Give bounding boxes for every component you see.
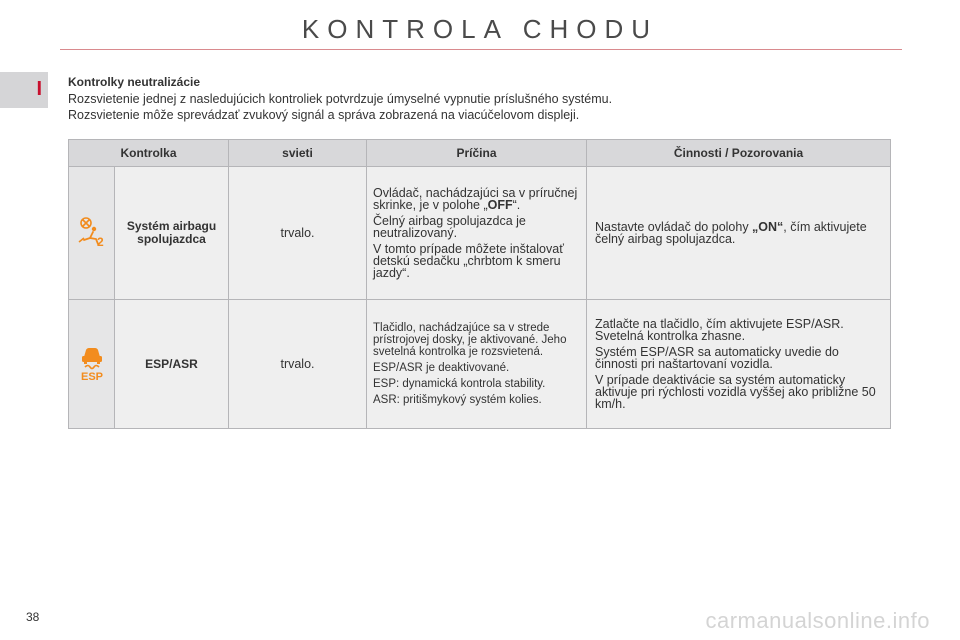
lit-state: trvalo.	[229, 300, 367, 429]
icon-cell	[69, 300, 115, 429]
light-name: Systém airbagu spolujazdca	[115, 167, 229, 300]
light-name: ESP/ASR	[115, 300, 229, 429]
esp-icon	[77, 343, 107, 383]
header-pricina: Príčina	[367, 140, 587, 167]
lit-state: trvalo.	[229, 167, 367, 300]
cause-text: Ovládač, nachádzajúci sa v príručnej skrinke, je v polohe „	[373, 186, 578, 212]
cause-paragraph: ESP: dynamická kontrola stability.	[373, 378, 546, 390]
page-title: KONTROLA CHODU	[301, 14, 659, 44]
action-paragraph	[595, 221, 882, 245]
intro-line-2: Rozsvietenie môže sprevádzať zvukový signál a správa zobrazená na viacúčelovom displeji.	[68, 108, 580, 122]
on-position-label: „ON“	[752, 220, 784, 234]
table-row	[69, 167, 891, 300]
intro-section	[68, 74, 898, 123]
action-text: , čím aktivujete čelný airbag spolujazdca.	[595, 220, 867, 246]
cause-paragraph: Tlačidlo, nachádzajúce sa v strede prístrojovej dosky, je aktivované. Jeho svetelná kontrolka je rozsvietená.	[373, 322, 567, 358]
cause-paragraph: Čelný airbag spolujazdca je neutralizovaný.	[373, 214, 526, 240]
cause-paragraph	[373, 187, 580, 211]
section-heading: Kontrolky neutralizácie	[68, 75, 201, 89]
warning-lights-table	[68, 139, 891, 429]
table-header-row	[69, 140, 891, 167]
cause-cell	[367, 167, 587, 300]
action-paragraph: Zatlačte na tlačidlo, čím aktivujete ESP/ASR. Svetelná kontrolka zhasne.	[595, 317, 844, 343]
cause-paragraph: V tomto prípade môžete inštalovať detskú sedačku „chrbtom k smeru jazdy“.	[373, 242, 564, 280]
watermark: carmanualsonline.info	[705, 608, 930, 633]
action-cell	[587, 300, 891, 429]
header-svieti: svieti	[229, 140, 367, 167]
cause-cell	[367, 300, 587, 429]
action-paragraph: V prípade deaktivácie sa systém automaticky aktivuje pri rýchlosti vozidla vyššej ako približne 50 km/h.	[595, 373, 876, 411]
title-divider	[60, 49, 902, 50]
cause-paragraph: ESP/ASR je deaktivované.	[373, 362, 510, 374]
cause-text: “.	[512, 198, 521, 212]
action-paragraph: Systém ESP/ASR sa automaticky uvedie do činnosti pri naštartovaní vozidla.	[595, 345, 839, 371]
svg-text:ESP: ESP	[80, 370, 103, 383]
svg-text:2: 2	[96, 234, 104, 248]
intro-line-1: Rozsvietenie jednej z nasledujúcich kontroliek potvrdzuje úmyselné vypnutie príslušného systému.	[68, 92, 613, 106]
header-cinnosti: Činnosti / Pozorovania	[587, 140, 891, 167]
action-cell	[587, 167, 891, 300]
airbag-off-icon	[76, 216, 108, 248]
icon-cell	[69, 167, 115, 300]
action-text: Nastavte ovládač do polohy	[595, 220, 753, 234]
page-number: 38	[26, 610, 40, 624]
header-kontrolka: Kontrolka	[69, 140, 229, 167]
chapter-tab	[0, 72, 48, 108]
off-position-label: OFF	[487, 198, 513, 212]
cause-paragraph: ASR: pritišmykový systém kolies.	[373, 394, 542, 406]
table-row	[69, 300, 891, 429]
chapter-tab-label: I	[36, 78, 42, 100]
